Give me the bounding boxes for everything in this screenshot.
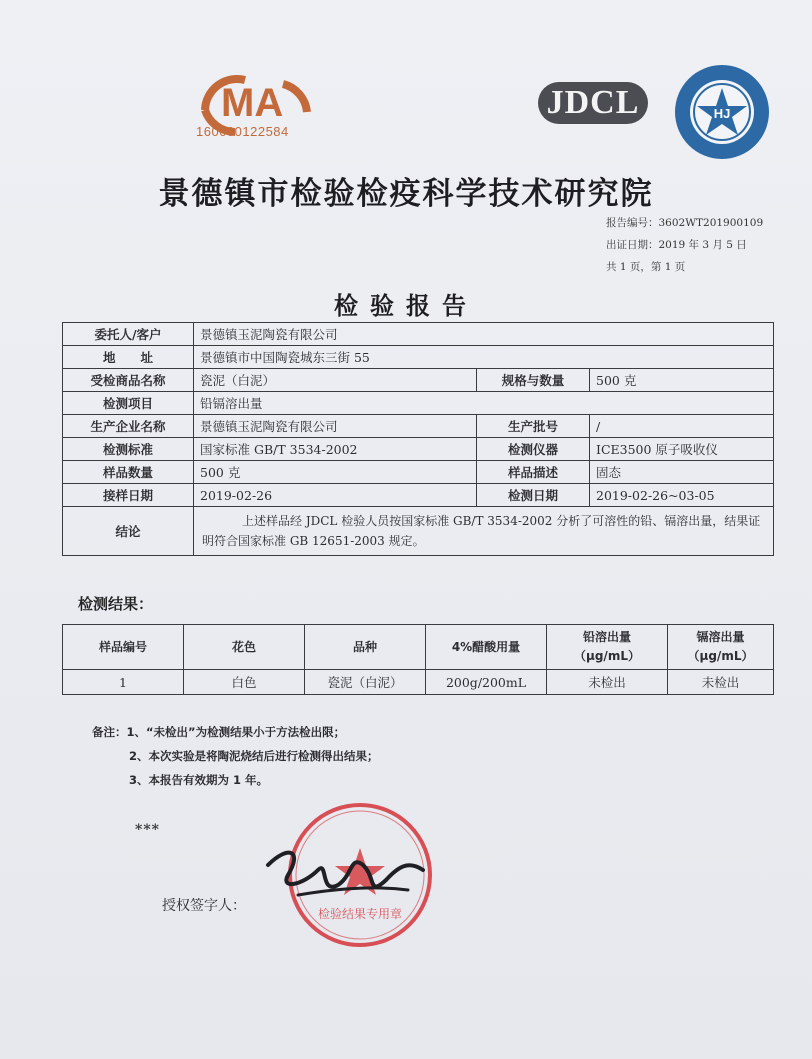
info-table	[62, 322, 774, 556]
ceramic-testing-seal	[672, 62, 772, 162]
test-date-value: 2019-02-26~03-05	[590, 484, 774, 507]
notes	[92, 720, 379, 792]
cell-sample-no: 1	[63, 670, 184, 695]
table-row	[63, 369, 774, 392]
col-lead-title: 铅溶出量	[582, 630, 631, 644]
table-row	[63, 670, 774, 695]
maker-value: 景德镇玉泥陶瓷有限公司	[194, 415, 477, 438]
product-label: 受检商品名称	[63, 369, 194, 392]
spec-label: 规格与数量	[477, 369, 590, 392]
col-cadmium-title: 镉溶出量	[696, 630, 745, 644]
cell-color: 白色	[184, 670, 305, 695]
table-row	[63, 484, 774, 507]
institute-name: 景德镇市检验检疫科学技术研究院	[158, 176, 654, 212]
description-label: 样品描述	[477, 461, 590, 484]
item-label: 检测项目	[63, 392, 194, 415]
item-value: 铅镉溶出量	[194, 392, 774, 415]
seal-center-text: HJ	[713, 106, 731, 121]
standard-label: 检测标准	[63, 438, 194, 461]
test-date-label: 检测日期	[477, 484, 590, 507]
instrument-label: 检测仪器	[477, 438, 590, 461]
table-row	[63, 323, 774, 346]
batch-value: /	[590, 415, 774, 438]
table-row	[63, 507, 774, 556]
cell-acid: 200g/200mL	[426, 670, 547, 695]
results-header-row	[63, 625, 774, 670]
col-sample-no: 样品编号	[63, 625, 184, 670]
seal-bottom-text: 检验结果专用章	[317, 907, 403, 921]
signature	[258, 835, 438, 915]
client-value: 景德镇玉泥陶瓷有限公司	[194, 323, 774, 346]
col-color: 花色	[184, 625, 305, 670]
note-1: 备注：1、“未检出”为检测结果小于方法检出限；	[92, 725, 346, 739]
col-lead-unit: （μg/mL）	[574, 649, 640, 663]
report-number: 报告编号：3602WT201900109	[606, 217, 764, 229]
col-variety: 品种	[305, 625, 426, 670]
results-table	[62, 624, 774, 695]
instrument-value: ICE3500 原子吸收仪	[590, 438, 774, 461]
cell-variety: 瓷泥（白泥）	[305, 670, 426, 695]
spec-value: 500 克	[590, 369, 774, 392]
quantity-value: 500 克	[194, 461, 477, 484]
receive-date-value: 2019-02-26	[194, 484, 477, 507]
description-value: 固态	[590, 461, 774, 484]
standard-value: 国家标准 GB/T 3534-2002	[194, 438, 477, 461]
conclusion-text: 上述样品经 JDCL 检验人员按国家标准 GB/T 3534-2002 分析了可溶性的铅、镉溶出量，结果证明符合国家标准 GB 12651-2003 规定。	[202, 514, 761, 548]
col-lead	[547, 625, 668, 670]
issue-date: 出证日期：2019 年 3 月 5 日	[606, 239, 747, 251]
receive-date-label: 接样日期	[63, 484, 194, 507]
signer-label: 授权签字人：	[162, 898, 246, 914]
cell-cadmium: 未检出	[668, 670, 774, 695]
jdcl-logo: JDCL	[538, 82, 648, 124]
cma-number: 160000122584	[196, 124, 289, 139]
client-label: 委托人/客户	[63, 323, 194, 346]
quantity-label: 样品数量	[63, 461, 194, 484]
batch-label: 生产批号	[477, 415, 590, 438]
cma-mark-text: MA	[221, 81, 284, 125]
report-meta	[606, 212, 763, 278]
table-row	[63, 415, 774, 438]
table-row	[63, 392, 774, 415]
results-title: 检测结果：	[78, 595, 154, 613]
table-row	[63, 461, 774, 484]
note-2: 2、本次实验是将陶泥烧结后进行检测得出结果；	[129, 749, 379, 763]
address-value: 景德镇市中国陶瓷城东三街 55	[194, 346, 774, 369]
cell-lead: 未检出	[547, 670, 668, 695]
maker-label: 生产企业名称	[63, 415, 194, 438]
report-title: 检验报告	[334, 292, 478, 320]
note-3: 3、本报告有效期为 1 年。	[129, 773, 269, 787]
conclusion-label: 结论	[63, 507, 194, 556]
col-acid: 4%醋酸用量	[426, 625, 547, 670]
product-value: 瓷泥（白泥）	[194, 369, 477, 392]
page-count: 共 1 页，第 1 页	[606, 261, 686, 273]
col-cadmium-unit: （μg/mL）	[687, 649, 754, 663]
address-label: 地 址	[63, 346, 194, 369]
table-row	[63, 438, 774, 461]
col-cadmium	[668, 625, 774, 670]
stars-mark: ***	[135, 822, 160, 838]
table-row	[63, 346, 774, 369]
